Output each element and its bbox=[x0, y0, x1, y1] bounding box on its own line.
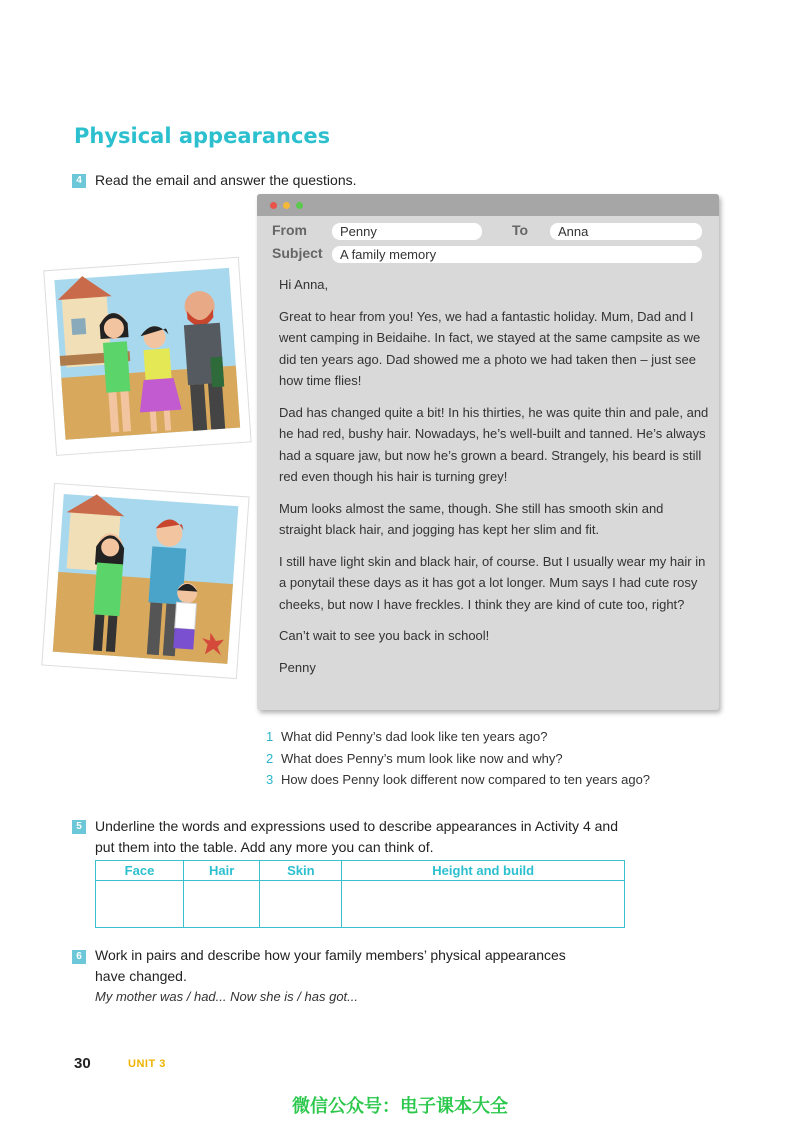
minimize-dot-icon bbox=[283, 202, 290, 209]
table-header-skin: Skin bbox=[260, 861, 342, 881]
maximize-dot-icon bbox=[296, 202, 303, 209]
activity-number-badge: 6 bbox=[72, 950, 86, 964]
email-paragraph: Dad has changed quite a bit! In his thirties, he was quite thin and pale, and he had red, bushy hair. Nowadays, he’s well-built and tanned. He’s always had a square jaw, but now he’s grown a beard. Strangely, his beard is still red even though his hair is turning grey! bbox=[279, 404, 709, 484]
example-sentence: My mother was / had... Now she is / has got... bbox=[95, 989, 358, 1004]
subject-field: A family memory bbox=[332, 246, 702, 263]
question-list bbox=[266, 726, 650, 791]
close-dot-icon bbox=[270, 202, 277, 209]
unit-label: UNIT 3 bbox=[128, 1058, 166, 1070]
table-cell[interactable] bbox=[183, 881, 259, 928]
to-label: To bbox=[512, 222, 529, 238]
watermark-text: 微信公众号：电子课本大全 bbox=[292, 1096, 508, 1116]
table-header-face: Face bbox=[96, 861, 184, 881]
table-header-height-build: Height and build bbox=[342, 861, 625, 881]
activity-number-badge: 4 bbox=[72, 174, 86, 188]
email-paragraph: Great to hear from you! Yes, we had a fantastic holiday. Mum, Dad and I went camping in Beidaihe. In fact, we stayed at the same campsite as we did ten years ago. Dad showed me a photo we had taken then – just see how time flies! bbox=[279, 308, 701, 388]
email-paragraph: Can’t wait to see you back in school! bbox=[279, 628, 490, 643]
activity-instruction: Work in pairs and describe how your family members’ physical appearances have changed. bbox=[95, 947, 566, 984]
page-number: 30 bbox=[74, 1055, 91, 1072]
email-window bbox=[257, 194, 719, 710]
activity-instruction: Underline the words and expressions used to describe appearances in Activity 4 and put them into the table. Add any more you can think of. bbox=[95, 818, 618, 855]
family-photo-now bbox=[38, 252, 253, 462]
email-paragraph: I still have light skin and black hair, of course. But I usually wear my hair in a ponytail these days as it has got a lot longer. Mum says I had cute rosy cheeks, but now I have freckles. I think they are kind of cute too, right? bbox=[279, 553, 706, 612]
list-item: 1 What did Penny’s dad look like ten years ago? bbox=[266, 729, 548, 744]
activity-instruction: Read the email and answer the questions. bbox=[95, 172, 357, 188]
table-cell[interactable] bbox=[260, 881, 342, 928]
table-header-hair: Hair bbox=[183, 861, 259, 881]
subject-label: Subject bbox=[272, 245, 323, 261]
email-signoff: Penny bbox=[279, 659, 316, 675]
from-label: From bbox=[272, 222, 307, 238]
appearance-table bbox=[95, 860, 625, 928]
email-title-bar bbox=[257, 194, 719, 216]
list-item: 2 What does Penny’s mum look like now and why? bbox=[266, 750, 563, 766]
to-field: Anna bbox=[550, 223, 702, 240]
list-item: 3 How does Penny look different now compared to ten years ago? bbox=[266, 772, 651, 787]
table-cell[interactable] bbox=[342, 881, 625, 928]
from-field: Penny bbox=[332, 223, 482, 240]
email-body bbox=[279, 274, 709, 688]
activity-number-badge: 5 bbox=[72, 820, 86, 834]
table-cell[interactable] bbox=[96, 881, 184, 928]
family-photo-ten-years-ago bbox=[36, 478, 256, 683]
email-paragraph: Mum looks almost the same, though. She still has smooth skin and straight black hair, and jogging has kept her slim and fit. bbox=[279, 500, 664, 537]
section-heading: Physical appearances bbox=[74, 124, 331, 148]
email-greeting: Hi Anna, bbox=[279, 277, 329, 292]
